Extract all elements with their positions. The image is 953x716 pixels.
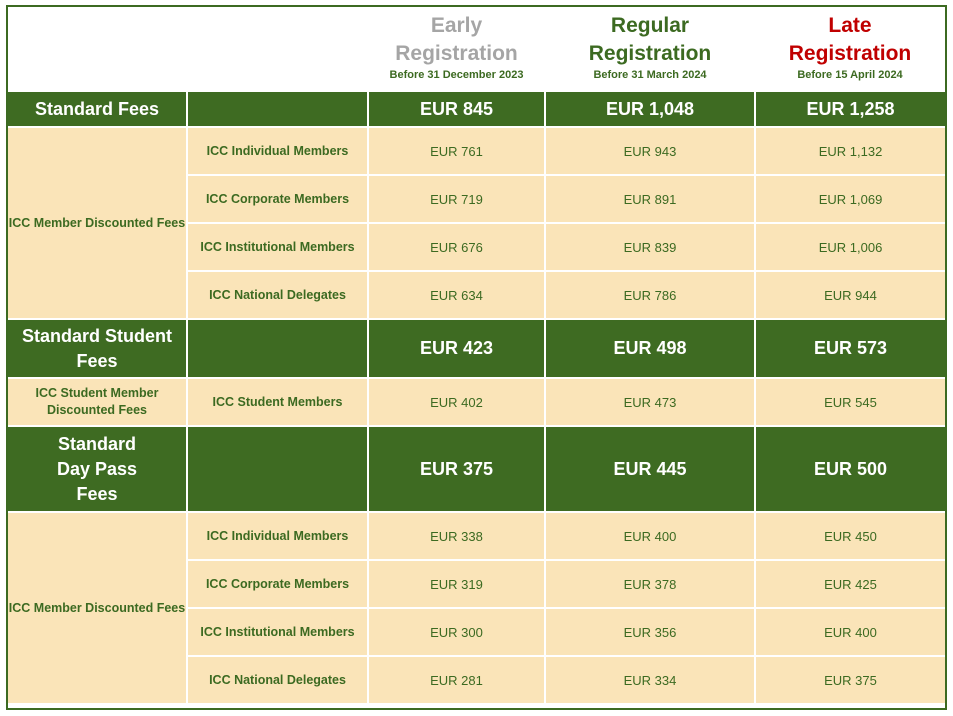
member-type: ICC National Delegates: [187, 656, 368, 703]
header-empty-cell: [8, 7, 187, 91]
day-pass-label-line3: Fees: [76, 483, 118, 504]
day-pass-regular-price: EUR 445: [545, 426, 755, 512]
day-pass-label-line2: Day Pass: [56, 458, 138, 479]
member-type: ICC National Delegates: [187, 271, 368, 319]
early-price: EUR 676: [368, 223, 545, 271]
student-discount-group-label: [8, 378, 187, 426]
late-deadline: Before 15 April 2024: [797, 69, 903, 81]
day-pass-fees-label: [8, 426, 187, 512]
late-title-line1: Late: [828, 14, 872, 37]
header-early-registration: [368, 7, 545, 91]
student-early-price: EUR 423: [368, 319, 545, 378]
late-price: EUR 1,132: [755, 127, 945, 175]
member-type: ICC Institutional Members: [187, 608, 368, 656]
header-empty-cell: [187, 7, 368, 91]
student-label-line2: Fees: [76, 350, 118, 371]
early-price: EUR 281: [368, 656, 545, 703]
student-fees-row: [8, 319, 945, 378]
member-type: ICC Corporate Members: [187, 175, 368, 223]
early-price: EUR 319: [368, 560, 545, 608]
regular-price: EUR 400: [545, 512, 755, 560]
early-price: EUR 402: [368, 378, 545, 426]
student-discount-line2: Discounted Fees: [46, 403, 148, 417]
member-type: ICC Institutional Members: [187, 223, 368, 271]
member-type: ICC Individual Members: [187, 127, 368, 175]
header-late-registration: [755, 7, 945, 91]
early-price: EUR 300: [368, 608, 545, 656]
day-pass-label-line1: Standard: [57, 433, 136, 454]
empty-cell: [187, 91, 368, 127]
regular-price: EUR 943: [545, 127, 755, 175]
day-pass-early-price: EUR 375: [368, 426, 545, 512]
late-price: EUR 425: [755, 560, 945, 608]
student-regular-price: EUR 498: [545, 319, 755, 378]
late-price: EUR 1,006: [755, 223, 945, 271]
standard-late-price: EUR 1,258: [755, 91, 945, 127]
standard-fees-row: [8, 91, 945, 127]
early-title-line1: Early: [430, 14, 483, 37]
early-price: EUR 338: [368, 512, 545, 560]
regular-price: EUR 891: [545, 175, 755, 223]
empty-cell: [187, 319, 368, 378]
table-row: [8, 378, 945, 426]
late-price: EUR 944: [755, 271, 945, 319]
standard-regular-price: EUR 1,048: [545, 91, 755, 127]
regular-price: EUR 786: [545, 271, 755, 319]
late-price: EUR 400: [755, 608, 945, 656]
regular-title-line2: Registration: [588, 42, 712, 65]
table-row: [8, 127, 945, 175]
member-discount-group-label: ICC Member Discounted Fees: [8, 127, 187, 319]
early-price: EUR 719: [368, 175, 545, 223]
late-price: EUR 1,069: [755, 175, 945, 223]
day-pass-fees-row: [8, 426, 945, 512]
regular-title-line1: Regular: [610, 14, 690, 37]
late-price: EUR 450: [755, 512, 945, 560]
regular-price: EUR 473: [545, 378, 755, 426]
regular-price: EUR 334: [545, 656, 755, 703]
regular-price: EUR 356: [545, 608, 755, 656]
student-fees-label: [8, 319, 187, 378]
regular-price: EUR 378: [545, 560, 755, 608]
early-price: EUR 634: [368, 271, 545, 319]
header-row: [8, 7, 945, 91]
day-pass-late-price: EUR 500: [755, 426, 945, 512]
student-late-price: EUR 573: [755, 319, 945, 378]
early-price: EUR 761: [368, 127, 545, 175]
late-price: EUR 545: [755, 378, 945, 426]
regular-price: EUR 839: [545, 223, 755, 271]
student-label-line1: Standard Student: [21, 325, 172, 346]
registration-fee-table: [8, 7, 945, 703]
member-type: ICC Student Members: [187, 378, 368, 426]
day-pass-discount-group-label: ICC Member Discounted Fees: [8, 512, 187, 703]
late-price: EUR 375: [755, 656, 945, 703]
member-type: ICC Corporate Members: [187, 560, 368, 608]
early-deadline: Before 31 December 2023: [389, 69, 524, 81]
header-regular-registration: [545, 7, 755, 91]
empty-cell: [187, 426, 368, 512]
member-type: ICC Individual Members: [187, 512, 368, 560]
regular-deadline: Before 31 March 2024: [593, 69, 707, 81]
table-row: [8, 512, 945, 560]
standard-fees-label: Standard Fees: [8, 91, 187, 127]
early-title-line2: Registration: [395, 42, 518, 65]
student-discount-line1: ICC Student Member: [35, 386, 159, 400]
standard-early-price: EUR 845: [368, 91, 545, 127]
late-title-line2: Registration: [788, 42, 912, 65]
